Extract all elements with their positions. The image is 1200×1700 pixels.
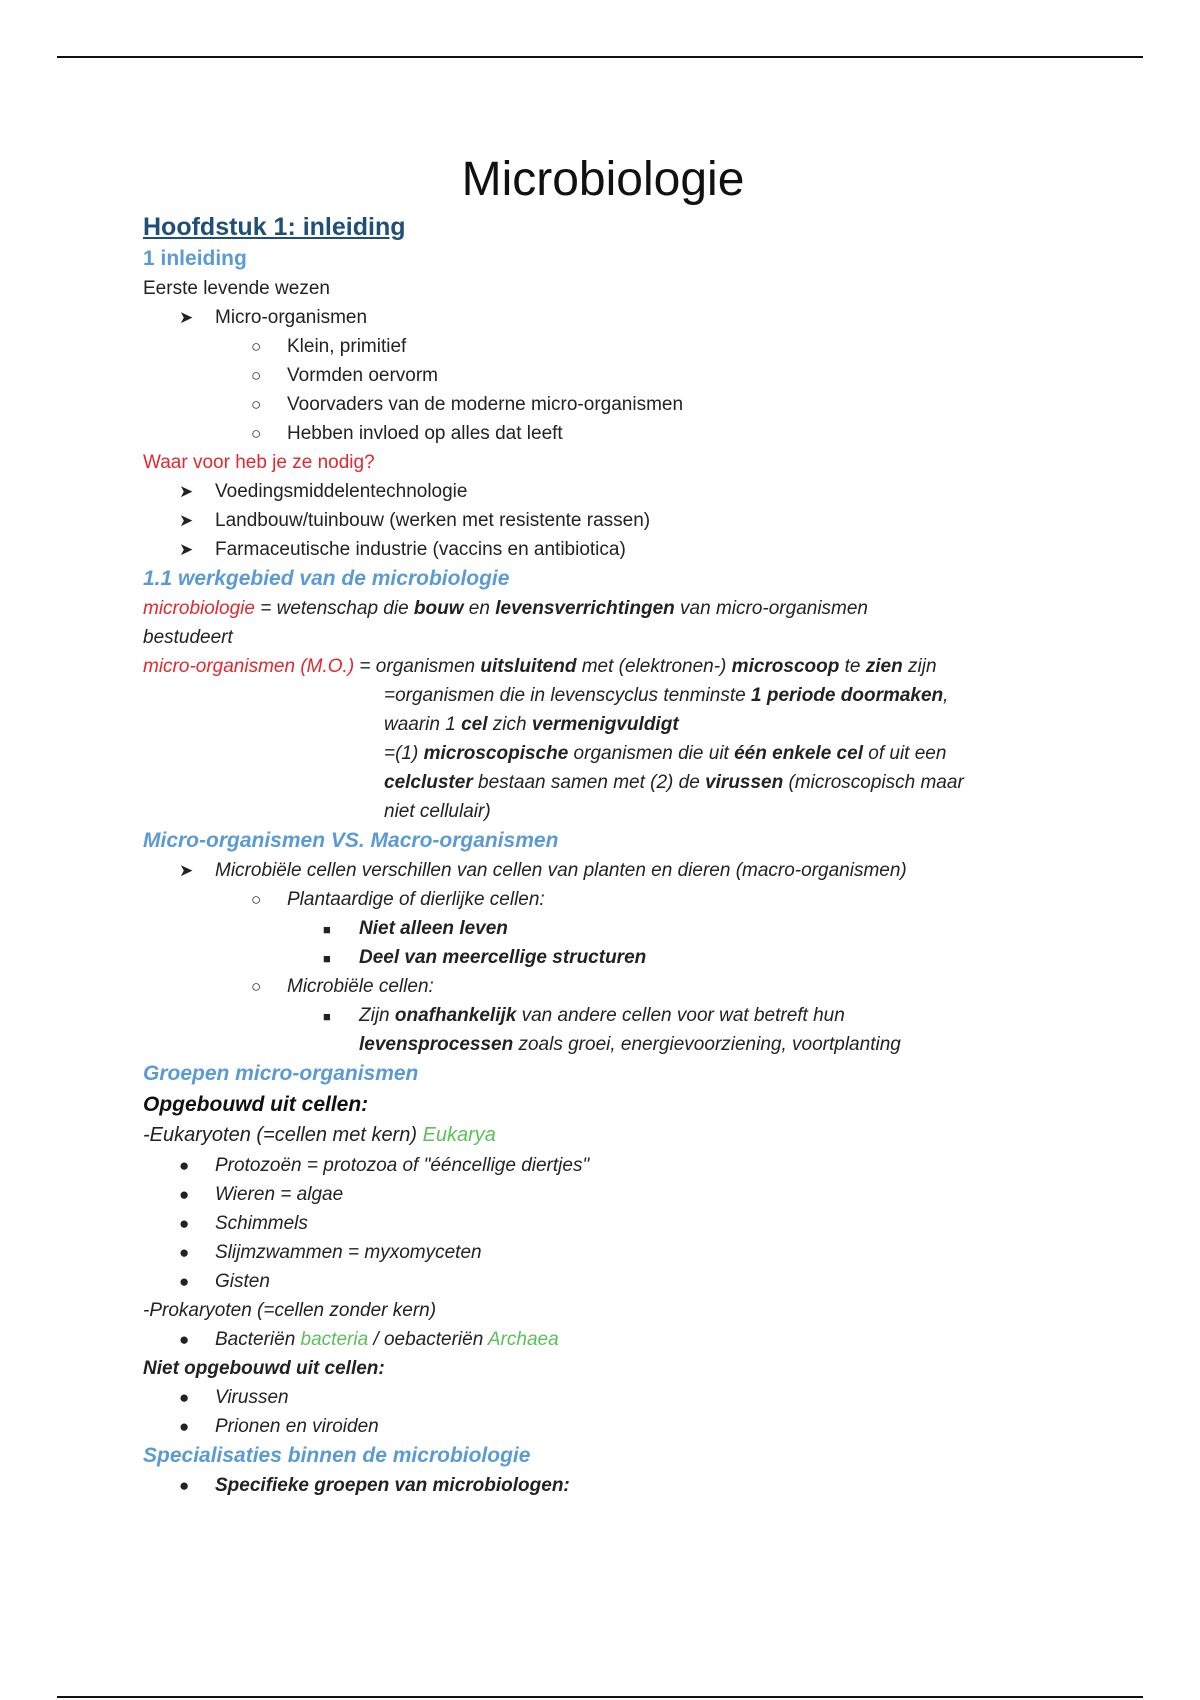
- dot-bullet-icon: ●: [179, 1214, 190, 1233]
- list-item: ○ Klein, primitief: [143, 332, 1063, 361]
- square-bullet-icon: ■: [323, 951, 331, 966]
- list-item: ➤ Farmaceutische industrie (vaccins en antibiotica): [143, 535, 1063, 564]
- list-item: ○ Voorvaders van de moderne micro-organismen: [143, 390, 1063, 419]
- list-item: ● Slijmzwammen = myxomyceten: [143, 1238, 1063, 1267]
- group-line: -Prokaryoten (=cellen zonder kern): [143, 1300, 437, 1321]
- circle-bullet-icon: ○: [251, 977, 262, 996]
- section-heading-vs: Micro-organismen VS. Macro-organismen: [143, 829, 559, 852]
- chapter-heading: Hoofdstuk 1: inleiding: [143, 213, 406, 241]
- list-item: ➤ Landbouw/tuinbouw (werken met resistente rassen): [143, 506, 1063, 535]
- dot-bullet-icon: ●: [179, 1330, 190, 1349]
- bottom-rule: [57, 1696, 1143, 1698]
- dot-bullet-icon: ●: [179, 1476, 190, 1495]
- dot-bullet-icon: ●: [179, 1272, 190, 1291]
- arrow-bullet-icon: ➤: [179, 511, 194, 530]
- definition-line: =organismen die in levenscyclus tenminste 1 periode doormaken,: [384, 685, 949, 706]
- top-rule: [57, 56, 1143, 58]
- dot-bullet-icon: ●: [179, 1243, 190, 1262]
- list-item: ■ Deel van meercellige structuren: [143, 943, 1063, 972]
- list-item: ● Prionen en viroiden: [143, 1412, 1063, 1441]
- section-heading-groepen: Groepen micro-organismen: [143, 1062, 419, 1085]
- dot-bullet-icon: ●: [179, 1388, 190, 1407]
- question-line: Waar voor heb je ze nodig?: [143, 452, 375, 473]
- dot-bullet-icon: ●: [179, 1417, 190, 1436]
- subheading: Opgebouwd uit cellen:: [143, 1093, 369, 1116]
- list-item: ● Protozoën = protozoa of "ééncellige diertjes": [143, 1151, 1063, 1180]
- square-bullet-icon: ■: [323, 1009, 331, 1024]
- arrow-bullet-icon: ➤: [179, 861, 194, 880]
- dot-bullet-icon: ●: [179, 1185, 190, 1204]
- definition-line: celcluster bestaan samen met (2) de virussen (microscopisch maar: [384, 772, 964, 793]
- page-title: Microbiologie: [461, 153, 745, 206]
- list-item: ● Gisten: [143, 1267, 1063, 1296]
- group-line: -Eukaryoten (=cellen met kern) Eukarya: [143, 1124, 496, 1146]
- list-item: ○ Hebben invloed op alles dat leeft: [143, 419, 1063, 448]
- arrow-bullet-icon: ➤: [179, 308, 194, 327]
- dot-bullet-icon: ●: [179, 1156, 190, 1175]
- section-heading-werkgebied: 1.1 werkgebied van de microbiologie: [143, 567, 510, 590]
- circle-bullet-icon: ○: [251, 337, 262, 356]
- list-item: ● Bacteriën bacteria / oebacteriën Archaea: [143, 1325, 1063, 1354]
- paragraph: Eerste levende wezen: [143, 278, 330, 299]
- section-heading-specialisaties: Specialisaties binnen de microbiologie: [143, 1444, 531, 1467]
- list-item: ○ Plantaardige of dierlijke cellen:: [143, 885, 1063, 914]
- list-item: ● Schimmels: [143, 1209, 1063, 1238]
- list-item: ■ Niet alleen leven: [143, 914, 1063, 943]
- definition-line: =(1) microscopische organismen die uit één enkele cel of uit een: [384, 743, 947, 764]
- definition-line: waarin 1 cel zich vermenigvuldigt: [384, 714, 679, 735]
- arrow-bullet-icon: ➤: [179, 540, 194, 559]
- circle-bullet-icon: ○: [251, 395, 262, 414]
- square-bullet-icon: ■: [323, 922, 331, 937]
- definition-line: micro-organismen (M.O.) = organismen uitsluitend met (elektronen-) microscoop te zien zijn: [143, 656, 937, 677]
- document-body: [143, 150, 1063, 1500]
- section-heading-inleiding: 1 inleiding: [143, 247, 247, 270]
- list-item: ○ Microbiële cellen:: [143, 972, 1063, 1001]
- definition-line: niet cellulair): [384, 801, 491, 822]
- circle-bullet-icon: ○: [251, 424, 262, 443]
- arrow-bullet-icon: ➤: [179, 482, 194, 501]
- subheading: Niet opgebouwd uit cellen:: [143, 1358, 385, 1379]
- definition-line: bestudeert: [143, 627, 233, 648]
- list-item: ➤ Micro-organismen: [143, 303, 1063, 332]
- definition-line: microbiologie = wetenschap die bouw en levensverrichtingen van micro-organismen: [143, 598, 869, 619]
- list-item: ➤ Microbiële cellen verschillen van cellen van planten en dieren (macro-organismen): [143, 856, 1063, 885]
- list-item: ○ Vormden oervorm: [143, 361, 1063, 390]
- circle-bullet-icon: ○: [251, 890, 262, 909]
- list-item: ● Wieren = algae: [143, 1180, 1063, 1209]
- list-item: ➤ Voedingsmiddelentechnologie: [143, 477, 1063, 506]
- list-item: ■ Zijn onafhankelijk van andere cellen voor wat betreft hun: [143, 1001, 1063, 1030]
- list-item: ● Specifieke groepen van microbiologen:: [143, 1471, 1063, 1500]
- list-item: ● Virussen: [143, 1383, 1063, 1412]
- circle-bullet-icon: ○: [251, 366, 262, 385]
- list-item-continuation: levensprocessen zoals groei, energievoorziening, voortplanting: [359, 1034, 901, 1055]
